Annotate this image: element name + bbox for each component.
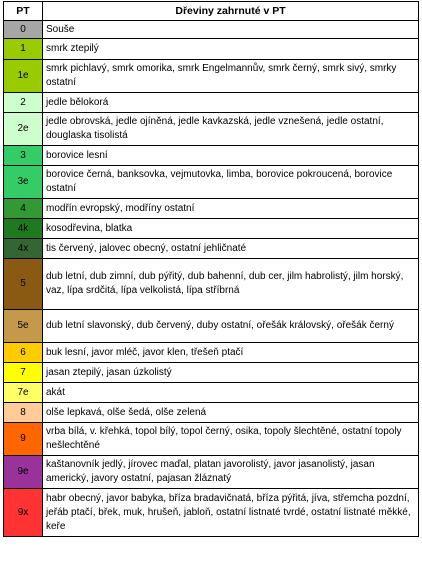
species-cell: jedle bělokorá [43, 93, 419, 113]
pt-code-cell: 2 [4, 93, 43, 113]
pt-code-cell: 4k [4, 219, 43, 239]
pt-code-cell: 3 [4, 146, 43, 166]
species-cell: dub letní, dub zimní, dub pýřitý, dub bahenní, dub cer, jilm habrolistý, jilm horský, vaz, lípa srdčitá, lípa velkolistá, lípa stříbrná [43, 259, 419, 310]
pt-code-cell: 8 [4, 403, 43, 423]
pt-code-cell: 9 [4, 423, 43, 456]
species-cell: borovice lesní [43, 146, 419, 166]
header-code: PT [4, 2, 43, 21]
pt-code-cell: 9e [4, 456, 43, 489]
species-cell: kaštanovník jedlý, jírovec maďal, platan javorolistý, javor jasanolistý, jasan americký, javory ostatní, pajasan žláznatý [43, 456, 419, 489]
pt-code-cell: 7e [4, 383, 43, 403]
species-cell: borovice černá, banksovka, vejmutovka, limba, borovice pokroucená, borovice ostatní [43, 166, 419, 199]
table-row [4, 146, 419, 166]
table-row [4, 383, 419, 403]
table-row [4, 199, 419, 219]
table-row [4, 310, 419, 343]
table-row [4, 93, 419, 113]
pt-code-cell: 0 [4, 21, 43, 39]
table-row [4, 21, 419, 39]
species-cell: Souše [43, 21, 419, 39]
table-row [4, 489, 419, 537]
pt-code-cell: 5e [4, 310, 43, 343]
table-row [4, 239, 419, 259]
header-row [4, 2, 419, 21]
pt-code-cell: 5 [4, 259, 43, 310]
pt-code-cell: 7 [4, 363, 43, 383]
species-cell: modřín evropský, modříny ostatní [43, 199, 419, 219]
species-cell: dub letní slavonský, dub červený, duby ostatní, ořešák královský, ořešák černý [43, 310, 419, 343]
species-cell: smrk pichlavý, smrk omorika, smrk Engelmannův, smrk černý, smrk sivý, smrky ostatní [43, 60, 419, 93]
table-row [4, 456, 419, 489]
species-cell: jasan ztepilý, jasan úzkolistý [43, 363, 419, 383]
species-cell: vrba bílá, v. křehká, topol bílý, topol černý, osika, topoly šlechtěné, ostatní topoly nešlechtěné [43, 423, 419, 456]
table-body [4, 21, 419, 537]
table-row [4, 39, 419, 60]
table-row [4, 60, 419, 93]
species-cell: kosodřevina, blatka [43, 219, 419, 239]
pt-code-cell: 4 [4, 199, 43, 219]
species-cell: habr obecný, javor babyka, bříza bradavičnatá, bříza pýřitá, jíva, střemcha pozdní, jeřáb ptačí, břek, muk, hrušeň, jabloň, ostatní listnaté tvrdé, ostatní listnaté měkké, keře [43, 489, 419, 537]
table-row [4, 363, 419, 383]
pt-code-cell: 1 [4, 39, 43, 60]
species-cell: olše lepkavá, olše šedá, olše zelená [43, 403, 419, 423]
pt-code-cell: 3e [4, 166, 43, 199]
species-cell: akát [43, 383, 419, 403]
tree-species-table [3, 1, 419, 537]
table-row [4, 166, 419, 199]
pt-code-cell: 2e [4, 113, 43, 146]
table-row [4, 343, 419, 363]
table-row [4, 259, 419, 310]
header-description: Dřeviny zahrnuté v PT [43, 2, 419, 21]
species-cell: smrk ztepilý [43, 39, 419, 60]
species-cell: buk lesní, javor mléč, javor klen, třešeň ptačí [43, 343, 419, 363]
table-row [4, 113, 419, 146]
table-row [4, 403, 419, 423]
table-row [4, 219, 419, 239]
pt-code-cell: 9x [4, 489, 43, 537]
pt-code-cell: 1e [4, 60, 43, 93]
pt-code-cell: 6 [4, 343, 43, 363]
species-cell: tis červený, jalovec obecný, ostatní jehličnaté [43, 239, 419, 259]
species-cell: jedle obrovská, jedle ojíněná, jedle kavkazská, jedle vznešená, jedle ostatní, douglaska tisolistá [43, 113, 419, 146]
table-row [4, 423, 419, 456]
pt-code-cell: 4x [4, 239, 43, 259]
